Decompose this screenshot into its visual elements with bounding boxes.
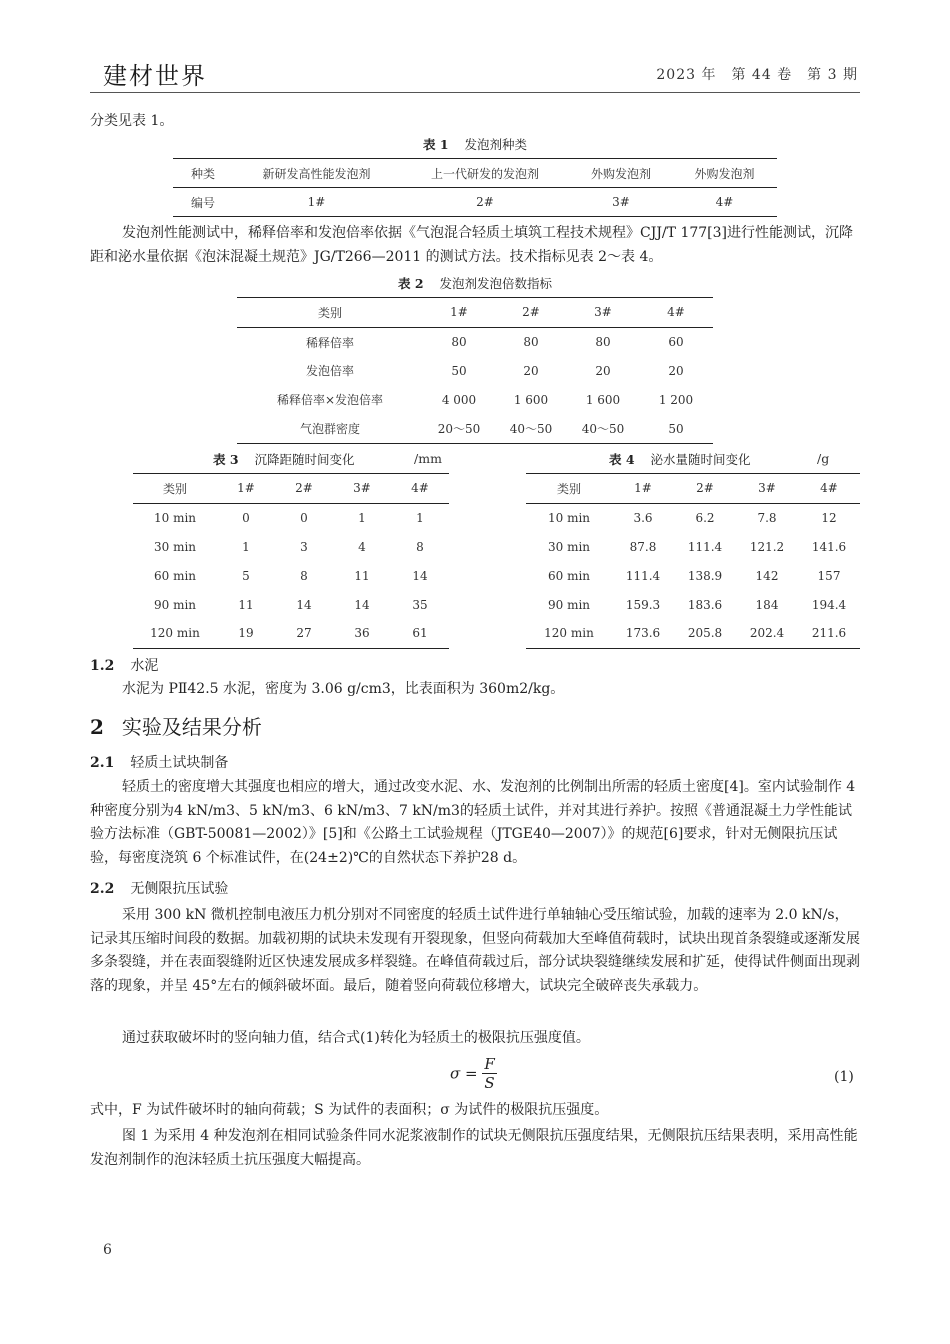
table-cell: 11 — [238, 597, 254, 612]
table-cell: 2# — [476, 195, 494, 209]
table-cell: 80 — [451, 335, 467, 350]
table-row — [237, 414, 713, 443]
table-cell: 211.6 — [811, 626, 847, 641]
table-cell: 14 — [296, 597, 312, 612]
table-row — [526, 561, 860, 590]
table-cell: 12 — [821, 511, 837, 526]
table4-caption-num: 表 4 — [609, 452, 635, 467]
table-cell: 60 — [668, 335, 684, 350]
table-row — [173, 188, 777, 217]
table-header-row — [526, 474, 860, 504]
table-cell: 184 — [755, 597, 779, 612]
section-2-2-title: 无侧限抗压试验 — [130, 881, 229, 897]
table-row — [133, 503, 449, 532]
table-cell: 1 200 — [658, 392, 694, 407]
table-row — [133, 619, 449, 648]
table-cell: 11 — [354, 568, 370, 583]
table-cell: 稀释倍率×发泡倍率 — [276, 393, 384, 408]
table-header-cell: 4# — [798, 474, 860, 504]
table-row — [133, 590, 449, 619]
table-cell: 0 — [300, 511, 308, 526]
table-cell: 205.8 — [687, 626, 723, 641]
equation-lhs: σ = — [450, 1064, 478, 1083]
table-header-cell: 新研发高性能发泡剂 — [233, 159, 400, 188]
section-2-1-title: 轻质土试块制备 — [130, 755, 229, 771]
table-header-cell: 2# — [275, 474, 333, 504]
table-row — [237, 385, 713, 414]
table-cell: 50 — [668, 421, 684, 436]
table-header-cell: 3# — [736, 474, 798, 504]
para-compression-test: 采用 300 kN 微机控制电液压力机分别对不同密度的轻质土试件进行单轴轴心受压缩试验，加载的速率为 2.0 kN/s，记录其压缩时间段的数据。加载初期的试块未发现有开裂现象，但竖向荷载加大至峰值荷载时，试块出现首条裂缝或逐渐发展多条裂缝，并在表面裂缝附近区快速发展成多样裂缝。在峰值荷载过后，部分试块裂缝继续发展和扩延，使得试件侧面出现剥落的现象，并呈 45°左右的倾斜破坏面。最后，随着竖向荷载位移增大，试块完全破碎丧失承载力。 — [90, 907, 860, 994]
table-cell: 7.8 — [757, 511, 777, 526]
section-2-1-heading — [90, 752, 228, 772]
table-2 — [237, 297, 713, 444]
table-cell: 1 — [242, 539, 250, 554]
table-cell: 111.4 — [687, 539, 723, 554]
table-cell: 120 min — [150, 626, 200, 641]
table-cell: 0 — [242, 511, 250, 526]
table-row — [526, 590, 860, 619]
table2-caption-num: 表 2 — [398, 276, 424, 291]
table-header-cell: 1# — [612, 474, 674, 504]
table-cell: 20 — [668, 363, 684, 378]
table-cell: 40～50 — [509, 422, 553, 437]
table-cell: 80 — [523, 335, 539, 350]
table-cell: 27 — [296, 626, 312, 641]
table-cell: 60 min — [153, 568, 197, 583]
table-cell: 183.6 — [687, 597, 723, 612]
table-cell: 5 — [242, 568, 250, 583]
para-cement: 水泥为 PⅡ42.5 水泥，密度为 3.06 g/cm3，比表面积为 360m2/kg。 — [122, 681, 565, 697]
table-4 — [526, 473, 860, 649]
table-header-cell: 种类 — [173, 159, 233, 188]
section-1-2-num: 1.2 — [90, 658, 115, 674]
table3-caption — [213, 450, 354, 468]
table-cell: 1 — [416, 511, 424, 526]
intro-line: 分类见表 1。 — [90, 113, 174, 129]
table-cell: 35 — [412, 597, 428, 612]
table-cell: 111.4 — [625, 568, 661, 583]
table-cell: 1 600 — [513, 392, 549, 407]
section-2-1-num: 2.1 — [90, 755, 115, 771]
table-cell: 发泡倍率 — [305, 364, 354, 379]
table-cell: 141.6 — [811, 539, 847, 554]
table-cell: 14 — [354, 597, 370, 612]
para-sample-preparation: 轻质土的密度增大其强度也相应的增大，通过改变水泥、水、发泡剂的比例制出所需的轻质土密度[4]。室内试验制作 4 种密度分别为4 kN/m3、5 kN/m3、6 kN/m3、7 kN/m3的轻质土试件，并对其进行养护。按照《普通混凝土力学性能试验方法标准（GBT-50081—2002）》[5]和《公路土工试验规程（JTGE40—2007）》的规范[6]要求，针对无侧限抗压试验，每密度浇筑 6 个标准试件，在(24±2)℃的自然状态下养护28 d。 — [90, 779, 856, 866]
table2-caption-title: 发泡剂发泡倍数指标 — [439, 276, 552, 291]
table-header-row — [133, 474, 449, 504]
table-header-cell: 上一代研发的发泡剂 — [400, 159, 570, 188]
table-header-cell: 2# — [495, 298, 567, 328]
section-1-2-title: 水泥 — [130, 658, 159, 674]
table-cell: 19 — [238, 626, 254, 641]
table-cell: 202.4 — [749, 626, 785, 641]
table3-unit: /mm — [414, 451, 442, 466]
table-cell: 3.6 — [633, 511, 653, 526]
table-cell: 61 — [412, 626, 428, 641]
table-row — [237, 327, 713, 356]
table-header-cell: 3# — [567, 298, 639, 328]
section-2-title: 实验及结果分析 — [121, 715, 262, 739]
equation-denominator: S — [484, 1074, 495, 1092]
table1-caption-title: 发泡剂种类 — [464, 137, 527, 152]
table-cell: 20 — [523, 363, 539, 378]
table-cell: 8 — [300, 568, 308, 583]
table-row — [526, 533, 860, 562]
table-row — [237, 357, 713, 386]
equation-label: (1) — [834, 1069, 854, 1085]
table-cell: 编号 — [190, 195, 215, 210]
table-1 — [173, 158, 777, 217]
table-cell: 138.9 — [687, 568, 723, 583]
table-cell: 6.2 — [695, 511, 715, 526]
table-cell: 3 — [300, 539, 308, 554]
table-cell: 40～50 — [581, 422, 625, 437]
table-cell: 20～50 — [437, 422, 481, 437]
table-cell: 121.2 — [749, 539, 785, 554]
table-cell: 气泡群密度 — [299, 422, 360, 437]
section-2-num: 2 — [90, 715, 104, 739]
table-header-cell: 4# — [391, 474, 449, 504]
table-cell: 4# — [715, 195, 734, 209]
table-cell: 159.3 — [625, 597, 661, 612]
table4-unit: /g — [817, 451, 830, 466]
section-2-2-heading — [90, 878, 228, 898]
table4-caption — [609, 450, 750, 468]
table-cell: 1 — [358, 511, 366, 526]
para-strength-conversion: 通过获取破坏时的竖向轴力值，结合式(1)转化为轻质土的极限抗压强度值。 — [122, 1030, 590, 1046]
table-header-cell: 3# — [333, 474, 391, 504]
table-header-cell: 类别 — [237, 298, 423, 328]
table-header-cell: 外购发泡剂 — [570, 159, 672, 188]
journal-title: 建材世界 — [103, 62, 207, 90]
equation-fraction — [482, 1055, 496, 1092]
table3-caption-title: 沉降距随时间变化 — [254, 452, 355, 467]
table-cell: 157 — [817, 568, 841, 583]
table-header-cell: 类别 — [133, 474, 217, 504]
table-cell: 30 min — [153, 539, 197, 554]
table-cell: 194.4 — [811, 597, 847, 612]
table-cell: 20 — [595, 363, 611, 378]
table-header-cell: 2# — [674, 474, 736, 504]
table1-caption — [173, 135, 777, 153]
page-number: 6 — [103, 1242, 112, 1258]
table-row — [526, 619, 860, 648]
para-test-method: 发泡剂性能测试中，稀释倍率和发泡倍率依据《气泡混合轻质土填筑工程技术规程》CJJ/T 177[3]进行性能测试，沉降距和泌水量依据《泡沫混凝土规范》JG/T266—2011 的测试方法。技术指标见表 2～表 4。 — [90, 225, 853, 265]
section-2-2-num: 2.2 — [90, 881, 115, 897]
table-cell: 10 min — [153, 511, 197, 526]
table-cell: 120 min — [544, 626, 594, 641]
table-cell: 10 min — [547, 511, 591, 526]
table-cell: 36 — [354, 626, 370, 641]
equation-1 — [450, 1055, 497, 1092]
table-cell: 87.8 — [629, 539, 657, 554]
table-cell: 50 — [451, 363, 467, 378]
table-header-cell: 外购发泡剂 — [672, 159, 777, 188]
table-cell: 4 000 — [441, 392, 477, 407]
table-3 — [133, 473, 449, 649]
table-cell: 30 min — [547, 539, 591, 554]
table-cell: 3# — [612, 195, 630, 209]
table-header-cell: 1# — [217, 474, 275, 504]
table-cell: 稀释倍率 — [305, 335, 354, 350]
table-cell: 90 min — [153, 597, 197, 612]
table-header-row — [237, 298, 713, 328]
table-cell: 8 — [416, 539, 424, 554]
table-cell: 173.6 — [625, 626, 661, 641]
table-cell: 60 min — [547, 568, 591, 583]
table-cell: 80 — [595, 335, 611, 350]
table2-caption — [237, 274, 713, 292]
table1-caption-num: 表 1 — [423, 137, 449, 152]
table-header-cell: 4# — [639, 298, 713, 328]
para-figure-1: 图 1 为采用 4 种发泡剂在相同试验条件同水泥浆液制作的试块无侧限抗压强度结果，无侧限抗压结果表明，采用高性能发泡剂制作的泡沫轻质土抗压强度大幅提高。 — [90, 1128, 858, 1168]
table-row — [526, 503, 860, 532]
section-1-2-heading — [90, 655, 158, 675]
table-row — [133, 533, 449, 562]
table-cell: 14 — [412, 568, 428, 583]
table-header-cell: 1# — [423, 298, 495, 328]
table-header-cell: 类别 — [526, 474, 612, 504]
para-equation-explain: 式中，F 为试件破坏时的轴向荷载；S 为试件的表面积；σ 为试件的极限抗压强度。 — [90, 1102, 609, 1118]
section-2-heading — [90, 711, 262, 740]
table-row — [133, 561, 449, 590]
equation-numerator: F — [484, 1055, 495, 1073]
table-cell: 142 — [755, 568, 779, 583]
table-row — [173, 159, 777, 188]
table3-caption-num: 表 3 — [213, 452, 239, 467]
table-cell: 4 — [358, 539, 366, 554]
table-cell: 1# — [307, 195, 326, 209]
header-rule — [90, 92, 860, 93]
table-cell: 90 min — [547, 597, 591, 612]
table-cell: 1 600 — [585, 392, 621, 407]
issue-info: 2023 年 第 44 卷 第 3 期 — [656, 67, 858, 83]
table4-caption-title: 泌水量随时间变化 — [650, 452, 751, 467]
